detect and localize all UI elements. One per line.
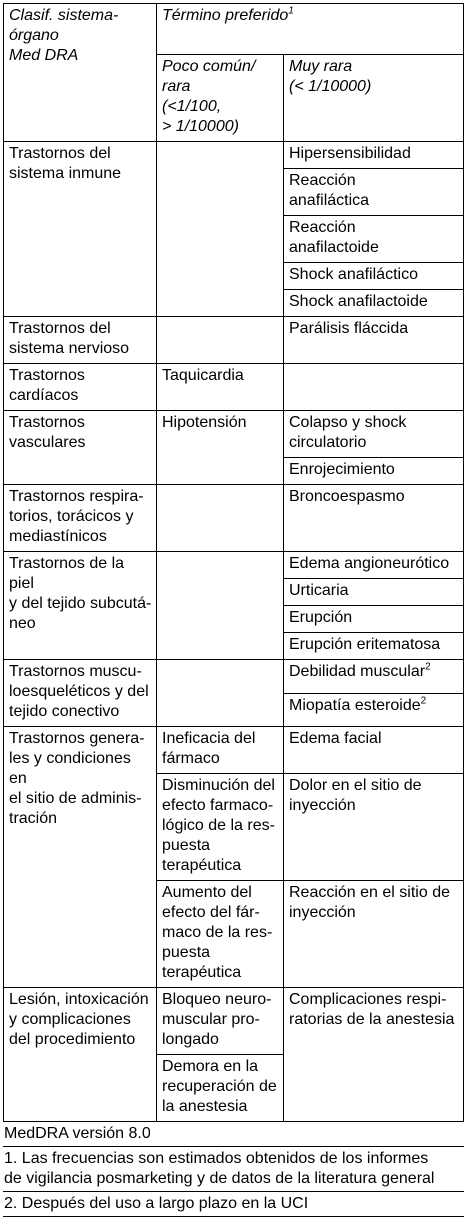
rare-cell: Hipotensión [157,411,284,485]
soc-cell: Trastornos vasculares [4,411,157,485]
rare-cell: Disminución del efecto farmaco- lógico de la res- puesta terapéutica [157,774,284,881]
adverse-reactions-table [3,3,464,1122]
very-rare-cell: Reacción en el sitio de inyección [284,881,464,988]
header-row [4,4,464,55]
footnote-ref-2: 2 [420,695,427,707]
very-rare-cell [284,364,464,411]
soc-cell: Trastornos cardíacos [4,364,157,411]
soc-cell: Trastornos respira- torios, torácicos y mediastínicos [4,485,157,552]
footnote-1: 1. Las frecuencias son estimados obtenidos de los informes de vigilancia posmarketing y de datos de la literatura general [3,1146,464,1191]
very-rare-cell: Erupción [284,606,464,633]
soc-cell: Trastornos muscu- loesqueléticos y del tejido conectivo [4,660,157,727]
header-soc: Clasif. sistema- órgano Med DRA [4,4,157,142]
very-rare-cell: Reacción anafiláctica [284,169,464,216]
very-rare-cell: Reacción anafilactoide [284,216,464,263]
very-rare-text: Debilidad muscular [289,663,426,680]
very-rare-cell: Edema facial [284,727,464,774]
table-row [4,988,464,1055]
very-rare-cell: Edema angioneurótico [284,552,464,579]
table-row [4,727,464,774]
very-rare-cell: Complicaciones respi- ratorias de la anestesia [284,988,464,1122]
header-very-rare: Muy rara (< 1/10000) [284,55,464,142]
soc-cell: Trastornos del sistema nervioso [4,317,157,364]
very-rare-cell: Enrojecimiento [284,458,464,485]
table-row [4,142,464,169]
header-preferred-term [157,4,464,55]
very-rare-cell: Parálisis fláccida [284,317,464,364]
table-row [4,411,464,458]
rare-cell [157,317,284,364]
very-rare-cell: Hipersensibilidad [284,142,464,169]
header-uncommon-rare: Poco común/ rara (<1/100, > 1/10000) [157,55,284,142]
meddra-version: MedDRA versión 8.0 [4,1125,151,1142]
document-page [0,3,469,1217]
rare-cell [157,485,284,552]
footnote-ref-2: 2 [425,661,431,673]
soc-cell: Trastornos de la piel y del tejido subcutá- neo [4,552,157,660]
header-preferred-term-text: Término preferido [162,7,289,24]
very-rare-cell [284,693,464,727]
very-rare-cell: Shock anafilactoide [284,290,464,317]
rare-cell [157,552,284,660]
very-rare-cell: Erupción eritematosa [284,633,464,660]
rare-cell: Ineficacia del fármaco [157,727,284,774]
soc-cell: Trastornos del sistema inmune [4,142,157,317]
rare-cell [157,142,284,317]
soc-cell: Trastornos genera- les y condiciones en el sitio de adminis- tración [4,727,157,988]
table-row [4,660,464,694]
table-row [4,317,464,364]
table-row [4,552,464,579]
very-rare-text: Miopatía esteroide [289,696,421,714]
table-row [4,485,464,552]
very-rare-cell [284,660,464,694]
very-rare-cell: Colapso y shock circulatorio [284,411,464,458]
very-rare-cell: Urticaria [284,579,464,606]
very-rare-cell: Shock anafiláctico [284,263,464,290]
very-rare-cell: Dolor en el sitio de inyección [284,774,464,881]
rare-cell [157,660,284,727]
rare-cell: Bloqueo neuro- muscular pro- longado [157,988,284,1055]
very-rare-cell: Broncoespasmo [284,485,464,552]
rare-cell: Taquicardia [157,364,284,411]
rare-cell: Aumento del efecto del fár- maco de la res- puesta terapéutica [157,881,284,988]
rare-cell: Demora en la recuperación de la anestesia [157,1055,284,1122]
soc-cell: Lesión, intoxicación y complicaciones del procedimiento [4,988,157,1122]
footnote-ref-1: 1 [288,5,294,17]
table-row [4,364,464,411]
footnote-2: 2. Después del uso a largo plazo en la UCI [3,1191,464,1217]
